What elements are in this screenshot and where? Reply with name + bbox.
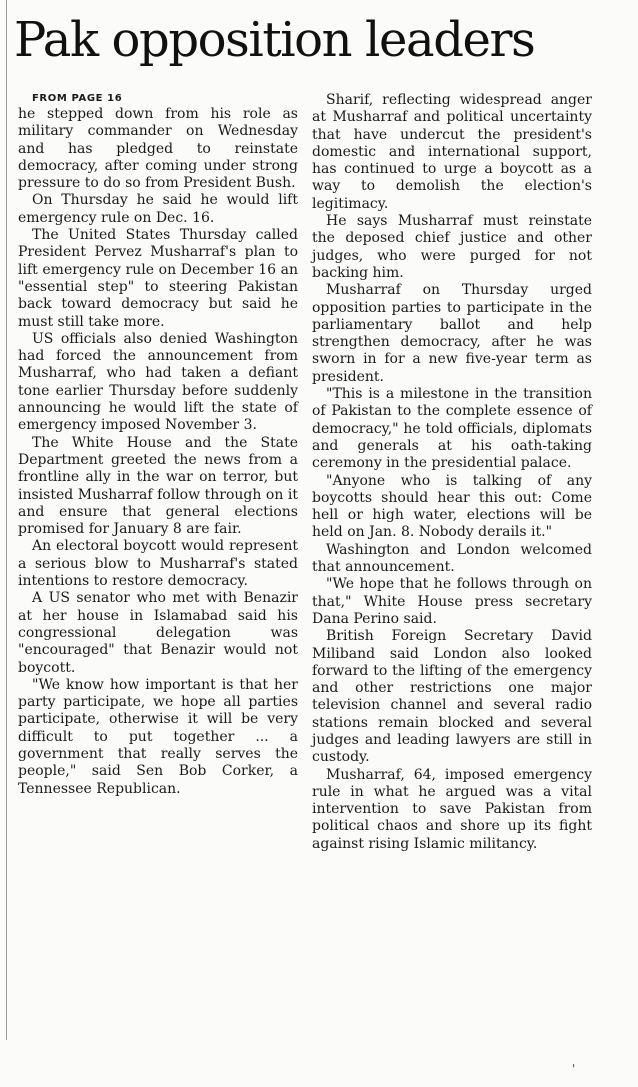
paragraph: he stepped down from his role as military commander on Wednesday and has pledged to reinstate democracy, after coming under strong pressure to do so from President Bush. xyxy=(18,106,298,192)
paragraph: Washington and London welcomed that announcement. xyxy=(312,541,592,576)
paragraph: Musharraf on Thursday urged opposition parties to participate in the parliamentary ballot and help strengthen democracy, after he was sworn in for a new five-year term as president. xyxy=(312,282,592,385)
paragraph: Musharraf, 64, imposed emergency rule in what he argued was a vital intervention to save Pakistan from political chaos and shore up its fight against rising Islamic militancy. xyxy=(312,766,592,852)
article-column-left xyxy=(18,92,298,798)
print-mark: ' xyxy=(572,1062,576,1076)
paragraph: "Anyone who is talking of any boycotts should hear this out: Come hell or high water, elections will be held on Jan. 8. Nobody derails it." xyxy=(312,472,592,541)
paragraph: US officials also denied Washington had forced the announcement from Musharraf, who had taken a defiant tone earlier Thursday before suddenly announcing he would lift the state of emergency imposed November 3. xyxy=(18,330,298,434)
headline: Pak opposition leaders xyxy=(14,12,535,68)
paragraph: The White House and the State Department greeted the news from a frontline ally in the war on terror, but insisted Musharraf follow through on it and ensure that general elections promised for January 8 are fair. xyxy=(18,434,298,538)
paragraph: "This is a milestone in the transition of Pakistan to the complete essence of democracy," he told officials, diplomats and generals at his oath-taking ceremony in the presidential palace. xyxy=(312,386,592,472)
paragraph: He says Musharraf must reinstate the deposed chief justice and other judges, who were purged for not backing him. xyxy=(312,213,592,281)
paragraph: The United States Thursday called President Pervez Musharraf's plan to lift emergency rule on December 16 an "essential step" to steering Pakistan back toward democracy but said he must still take more. xyxy=(18,227,298,330)
paragraph: A US senator who met with Benazir at her house in Islamabad said his congressional delegation was "encouraged" that Benazir would not boycott. xyxy=(18,590,298,676)
paragraph: "We know how important is that her party participate, we hope all parties participate, otherwise it will be very difficult to put together ... a government that really serves the people," said Sen Bob Corker, a Tennessee Republican. xyxy=(18,676,298,797)
paragraph: British Foreign Secretary David Miliband said London also looked forward to the lifting of the emergency and other restrictions one major television channel and several radio stations remain blocked and several judges and leading lawyers are still in custody. xyxy=(312,628,592,766)
paragraph: Sharif, reflecting widespread anger at Musharraf and political uncertainty that have undercut the president's domestic and international support, has continued to urge a boycott as a way to demolish the election's legitimacy. xyxy=(312,92,592,212)
paragraph: "We hope that he follows through on that," White House press secretary Dana Perino said. xyxy=(312,576,592,627)
paragraph: On Thursday he said he would lift emergency rule on Dec. 16. xyxy=(18,192,298,226)
column-rule xyxy=(6,0,7,1040)
article-column-right xyxy=(312,92,592,853)
paragraph: An electoral boycott would represent a serious blow to Musharraf's stated intentions to restore democracy. xyxy=(18,538,298,590)
jump-line: FROM PAGE 16 xyxy=(32,93,123,104)
